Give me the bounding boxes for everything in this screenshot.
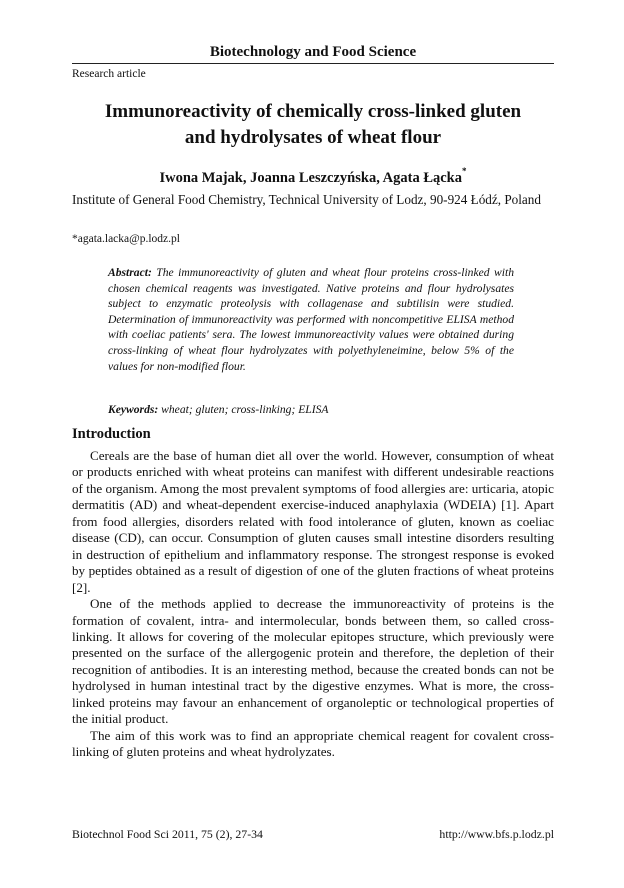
affiliation: Institute of General Food Chemistry, Technical University of Lodz, 90-924 Łódź, Poland bbox=[72, 192, 541, 207]
abstract bbox=[108, 265, 514, 374]
section-heading-introduction: Introduction bbox=[72, 426, 151, 442]
paragraph: One of the methods applied to decrease the immunoreactivity of proteins is the formation of covalent, intra- and intermolecular, bonds between them, so called cross-linking. It allows for covering of the molecular epitopes structure, which previously were presented on the surface of the allergogenic protein and therefore, the depletion of their recognition of antibodies. It is an interesting method, because the created bonds can not be hydrolysed in human intestinal tract by the digestive enzymes. What is more, the cross-linked proteins may favour an enhancement of organoleptic or technological properties of the initial product. bbox=[72, 596, 554, 727]
corresponding-email[interactable]: *agata.lacka@p.lodz.pl bbox=[72, 233, 180, 245]
author-list bbox=[72, 168, 554, 187]
keywords bbox=[108, 403, 514, 416]
article-type-label: Research article bbox=[72, 68, 146, 80]
authors-text: Iwona Majak, Joanna Leszczyńska, Agata Łącka bbox=[159, 169, 462, 186]
title-line-2: and hydrolysates of wheat flour bbox=[184, 127, 442, 148]
journal-header: Biotechnology and Food Science bbox=[209, 44, 417, 60]
footer-url[interactable]: http://www.bfs.p.lodz.pl bbox=[439, 827, 554, 841]
introduction-body bbox=[72, 448, 554, 761]
paragraph: Cereals are the base of human diet all over the world. However, consumption of wheat or products enriched with wheat proteins can manifest with different undesirable reactions of the organism. Among the most prevalent symptoms of food allergies are: urticaria, atopic dermatitis (AD) and wheat-dependent exercise-induced anaphylaxia (WDEIA) [1]. Apart from food allergies, disorders related with food intolerance of gluten, known as coeliac disease (CD), can occur. Consumption of gluten causes small intestine disorders resulting in destruction of epithelium and inflammatory response. The strongest response is evoked by peptides obtained as a result of digestion of one of the gluten fractions of wheat proteins [2]. bbox=[72, 448, 554, 595]
article-title bbox=[72, 99, 554, 151]
corresponding-author-mark: * bbox=[462, 166, 467, 176]
footer-citation: Biotechnol Food Sci 2011, 75 (2), 27-34 bbox=[72, 827, 263, 841]
abstract-label: Abstract: bbox=[108, 266, 152, 279]
keywords-text: wheat; gluten; cross-linking; ELISA bbox=[161, 403, 329, 416]
abstract-text: The immunoreactivity of gluten and wheat flour proteins cross-linked with chosen chemical reagents was investigated. Native proteins and flour hydrolysates subject to enzymatic proteolysis with collagenase and subtilisin were studied. Determination of immunoreactivity was performed with noncompetitive ELISA method with coeliac patients' sera. The lowest immunoreactivity values were obtained during cross-linking of wheat flour hydrolyzates with polyethyleneimine, below 5% of the values for non-modified flour. bbox=[108, 266, 514, 373]
paragraph: The aim of this work was to find an appropriate chemical reagent for covalent cross-linking of gluten proteins and wheat hydrolyzates. bbox=[72, 727, 554, 760]
keywords-label: Keywords: bbox=[108, 403, 159, 416]
title-line-1: Immunoreactivity of chemically cross-linked gluten bbox=[104, 101, 522, 122]
header-rule bbox=[72, 63, 554, 64]
